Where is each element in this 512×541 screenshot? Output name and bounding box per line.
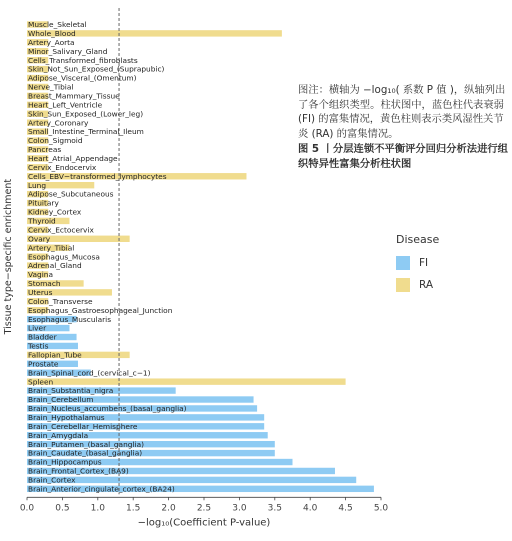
x-axis-label: −log₁₀(Coefficient P-value) (137, 517, 271, 529)
category-label: Fallopian_Tube (28, 350, 82, 360)
caption-note: 图注：横轴为 −log₁₀( 系数 P 值 )，纵轴列出了各个组织类型。柱状图中，蓝色柱代表衰弱 (FI) 的富集情况，黄色柱则表示类风湿性关节炎 (RA) 的富集情况。 (298, 84, 506, 140)
x-tick-label: 5.0 (373, 503, 389, 514)
category-label: Adrenal_Gland (28, 261, 82, 271)
legend-item-ra (396, 274, 439, 296)
category-label: Brain_Hypothalamus (28, 412, 105, 422)
x-tick-label: 0.0 (19, 503, 35, 514)
x-tick-label: 0.5 (55, 503, 70, 514)
category-label: Stomach (28, 279, 61, 289)
category-label: Colon_Sigmoid (28, 136, 83, 146)
category-label: Pituitary (28, 198, 59, 208)
category-label: Cells_EBV−transformed_lymphocytes (28, 171, 167, 181)
legend-label-ra: RA (419, 279, 434, 291)
category-label: Thyroid (28, 216, 56, 226)
category-label: Brain_Spinal_cord_(cervical_c−1) (28, 368, 151, 378)
category-label: Small_Intestine_Terminal_Ileum (28, 127, 144, 137)
x-tick-label: 4.5 (338, 503, 353, 514)
category-label: Skin_Not_Sun_Exposed_(Suprapubic) (28, 64, 165, 74)
x-tick-label: 3.0 (232, 503, 247, 514)
category-label: Vagina (28, 270, 53, 280)
category-label: Breast_Mammary_Tissue (28, 91, 120, 101)
category-label: Brain_Amygdala (28, 430, 89, 440)
category-label: Cervix_Endocervix (28, 162, 97, 172)
category-label: Spleen (28, 377, 54, 387)
category-label: Brain_Cerebellar_Hemisphere (28, 421, 138, 431)
category-label: Liver (28, 323, 47, 333)
caption-figure-title: 图 5 丨分层连锁不平衡评分回归分析法进行组织特异性富集分析柱状图 (298, 143, 508, 170)
category-label: Brain_Hippocampus (28, 457, 102, 467)
y-axis-label: Tissue type−specific enrichment (3, 178, 14, 335)
category-label: Esophagus_Gastroesophageal_Junction (28, 305, 173, 315)
x-tick-label: 1.5 (126, 503, 141, 514)
legend-swatch-ra (396, 278, 410, 292)
category-label: Adipose_Visceral_(Omentum) (28, 73, 137, 83)
category-label: Esophagus_Muscularis (28, 314, 112, 324)
x-tick-label: 2.0 (161, 503, 176, 514)
category-label: Minor_Salivary_Gland (28, 46, 108, 56)
category-label: Heart_Left_Ventricle (28, 100, 103, 110)
category-label: Cells_Transformed_fibroblasts (28, 55, 138, 65)
bar-fi (27, 477, 356, 483)
x-tick-label: 2.5 (196, 503, 212, 514)
category-label: Esophagus_Mucosa (28, 252, 100, 262)
category-label: Testis (28, 341, 49, 351)
x-tick-label: 3.5 (267, 503, 282, 514)
category-label: Brain_Putamen_(basal_ganglia) (28, 439, 144, 449)
category-label: Artery_Coronary (28, 118, 89, 128)
category-label: Brain_Caudate_(basal_ganglia) (28, 448, 143, 458)
category-label: Bladder (28, 332, 57, 342)
category-label: Skin_Sun_Exposed_(Lower_leg) (28, 109, 144, 119)
x-axis (20, 497, 389, 513)
category-label: Heart_Atrial_Appendage (28, 154, 118, 164)
category-label: Adipose_Subcutaneous (28, 189, 114, 199)
category-label: Artery_Tibial (28, 243, 75, 253)
category-label: Nerve_Tibial (28, 82, 74, 92)
category-label: Uterus (28, 287, 53, 297)
figure-caption (298, 83, 510, 171)
category-label: Muscle_Skeletal (28, 20, 87, 30)
legend-label-fi: FI (419, 257, 429, 269)
legend (396, 233, 439, 296)
x-tick-label: 1.0 (90, 503, 105, 514)
category-label: Kidney_Cortex (28, 207, 82, 217)
category-label: Brain_Nucleus_accumbens_(basal_ganglia) (28, 404, 187, 414)
category-label: Whole_Blood (28, 28, 76, 38)
legend-item-fi (396, 252, 439, 274)
legend-title: Disease (396, 233, 440, 246)
x-tick-label: 4.0 (303, 503, 318, 514)
category-label: Pancreas (28, 145, 62, 155)
category-label: Brain_Frontal_Cortex_(BA9) (28, 466, 129, 476)
legend-swatch-fi (396, 256, 410, 270)
category-label: Brain_Cerebellum (28, 395, 94, 405)
category-label: Colon_Transverse (28, 296, 93, 306)
category-label: Brain_Cortex (28, 475, 76, 485)
category-label: Artery_Aorta (28, 37, 75, 47)
category-label: Lung (28, 180, 47, 190)
category-labels-group (27, 20, 187, 493)
bar-ra (27, 377, 346, 387)
category-label: Prostate (28, 359, 59, 369)
category-label: Brain_Substantia_nigra (28, 386, 114, 396)
category-label: Ovary (28, 234, 51, 244)
category-label: Brain_Anterior_cingulate_cortex_(BA24) (28, 484, 175, 494)
category-label: Cervix_Ectocervix (28, 225, 94, 235)
